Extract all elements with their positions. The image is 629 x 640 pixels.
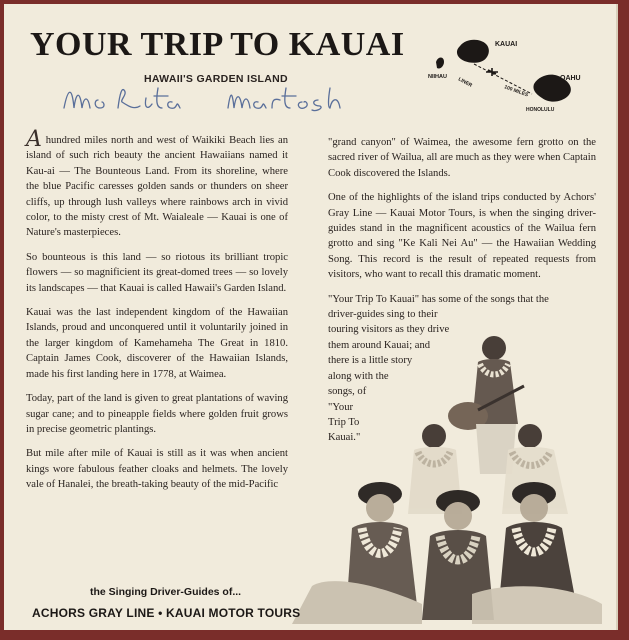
songs-line: there is a little story	[328, 355, 413, 367]
map-label-oahu: OAHU	[560, 75, 581, 82]
songs-line: songs, of	[328, 386, 367, 398]
paragraph-grand-canyon: "grand canyon" of Waimea, the awesome fern grotto on the sacred river of Wailua, all are much as they were when Captain Cook discovered the Islands.	[328, 137, 596, 179]
niihau-island-shape	[436, 58, 444, 69]
page-title: YOUR TRIP TO KAUAI	[30, 26, 405, 63]
paragraph-ancient-kings: But mile after mile of Kauai is still as it was when ancient kings wore fabulous feather cloaks and helmets. The lovely vale of Hanalei, the breath-taking beauty of the mid-Pacific	[26, 448, 288, 491]
singing-driver-guides-photo	[272, 324, 612, 630]
kauai-island-shape	[457, 40, 489, 63]
paragraph-intro	[26, 127, 288, 241]
songs-line: "Your	[328, 401, 354, 413]
paragraph-plantations: Today, part of the land is given to great plantations of waving sugar cane; and to pineapple fields where golden fruit grows in precise geometric plantings.	[26, 393, 288, 435]
handwritten-signature	[58, 78, 398, 122]
paragraph-bounteous: So bounteous is this land — so riotous its brilliant tropic flowers — so magnificient its great-domed trees — so lovely its landscapes — that Kauai is called Hawaii's Garden Island.	[26, 251, 288, 294]
guide-figure	[292, 482, 422, 624]
map-label-niihau: NIIHAU	[428, 74, 447, 80]
songs-line: along with the	[328, 370, 389, 382]
songs-line: Kauai."	[328, 432, 361, 444]
page-subtitle: HAWAII'S GARDEN ISLAND	[144, 73, 288, 85]
songs-line: driver-guides sing to their	[328, 309, 438, 321]
map-label-liner: LINER	[457, 76, 474, 89]
songs-line: "Your Trip To Kauai" has some of the songs that the	[328, 293, 549, 305]
island-map	[422, 34, 582, 116]
songs-line: Trip To	[328, 416, 360, 428]
drop-cap: A	[26, 127, 42, 152]
left-text-column	[26, 127, 288, 502]
map-label-distance: 100 MILES	[503, 84, 529, 99]
paragraph-history: Kauai was the last independent kingdom of the Hawaiian Islands, proud and unconquered until it voluntarily joined in the larger kingdom of Kamehameha The Great in 1810. Captain James Cook, discoverer of the Hawaiian Islands, made his first landing here in 1778, at Waimea.	[26, 307, 288, 380]
songs-line: them around Kauai; and	[328, 339, 431, 351]
guide-figure	[472, 482, 602, 624]
credit-line-1: the Singing Driver-Guides of...	[90, 586, 242, 598]
songs-line: touring visitors as they drive	[328, 324, 450, 336]
paragraph-intro-text: hundred miles north and west of Waikiki Beach lies an island of such rich beauty the ancient Hawaiians named it Kau-ai — The Bounteous Land. From its shoreline, where the blue Pacific caresses golden sands or thunders on sheer cliffs, up through lush valleys where rainbows arch in vivid color, to the misty crest of Mt. Waialeale — Kauai is one of Nature's masterpieces.	[26, 135, 288, 239]
map-label-honolulu: HONOLULU	[526, 107, 555, 113]
paragraph-highlights: One of the highlights of the island trips conducted by Achors' Gray Line — Kauai Motor Tours, is when the singing driver-guides stand in the magnificent acoustics of the Wailua fern grotto and sing "Ke Kali Nei Au" — the Hawaiian Wedding Song. This record is the result of repeated requests from visitors, who want to recall this dramatic moment.	[328, 192, 596, 281]
credit-line-2: ACHORS GRAY LINE • KAUAI MOTOR TOURS	[32, 606, 301, 620]
airplane-icon	[486, 68, 498, 76]
map-label-kauai: KAUAI	[495, 41, 518, 48]
liner-notes-page	[4, 4, 618, 630]
